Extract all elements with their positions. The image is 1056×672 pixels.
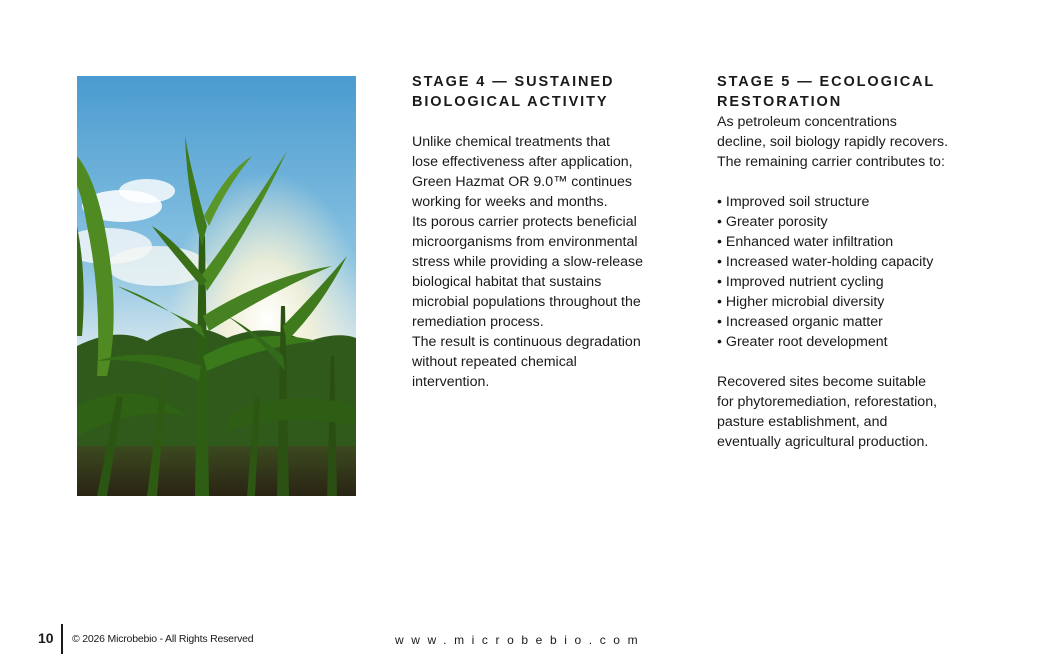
list-item: • Enhanced water infiltration [717, 234, 894, 250]
stage5-outro-line: eventually agricultural production. [717, 434, 929, 450]
benefits-list [717, 192, 997, 352]
stage4-line: microbial populations throughout the [412, 294, 641, 310]
stage4-line: Green Hazmat OR 9.0™ continues [412, 174, 633, 190]
stage5-intro-line: As petroleum concentrations [717, 114, 897, 130]
stage4-line: The result is continuous degradation [412, 334, 641, 350]
stage4-line: biological habitat that sustains [412, 274, 602, 290]
footer-divider [61, 624, 63, 654]
stage4-line: remediation process. [412, 314, 544, 330]
copyright-text: © 2026 Microbebio - All Rights Reserved [72, 633, 254, 645]
stage5-section [717, 72, 997, 452]
stage4-line: Unlike chemical treatments that [412, 134, 610, 150]
stage5-heading [717, 72, 997, 112]
stage4-line: Its porous carrier protects beneficial [412, 214, 637, 230]
stage5-outro [717, 372, 997, 452]
stage4-heading-line2: BIOLOGICAL ACTIVITY [412, 94, 609, 110]
stage4-body [412, 132, 687, 392]
stage5-intro-line: The remaining carrier contributes to: [717, 154, 945, 170]
stage4-heading-line1: STAGE 4 — SUSTAINED [412, 74, 615, 90]
list-item: • Increased organic matter [717, 314, 883, 330]
page-number: 10 [38, 630, 54, 646]
list-item: • Higher microbial diversity [717, 294, 885, 310]
stage4-line: without repeated chemical [412, 354, 577, 370]
stage4-line: intervention. [412, 374, 490, 390]
corn-field-photo [77, 76, 356, 496]
stage4-section [412, 72, 687, 392]
stage5-intro [717, 112, 997, 172]
list-item: • Increased water-holding capacity [717, 254, 934, 270]
stage4-line: working for weeks and months. [412, 194, 608, 210]
list-item: • Greater porosity [717, 214, 828, 230]
stage5-outro-line: pasture establishment, and [717, 414, 888, 430]
stage4-heading [412, 72, 687, 112]
stage5-outro-line: for phytoremediation, reforestation, [717, 394, 938, 410]
website-link[interactable]: www.microbebio.com [395, 633, 646, 647]
stage4-line: microorganisms from environmental [412, 234, 638, 250]
stage5-outro-line: Recovered sites become suitable [717, 374, 926, 390]
stage5-heading-line2: RESTORATION [717, 94, 843, 110]
list-item: • Greater root development [717, 334, 888, 350]
list-item: • Improved soil structure [717, 194, 870, 210]
stage4-line: lose effectiveness after application, [412, 154, 633, 170]
list-item: • Improved nutrient cycling [717, 274, 884, 290]
stage5-intro-line: decline, soil biology rapidly recovers. [717, 134, 949, 150]
stage4-line: stress while providing a slow-release [412, 254, 644, 270]
stage5-heading-line1: STAGE 5 — ECOLOGICAL [717, 74, 936, 90]
